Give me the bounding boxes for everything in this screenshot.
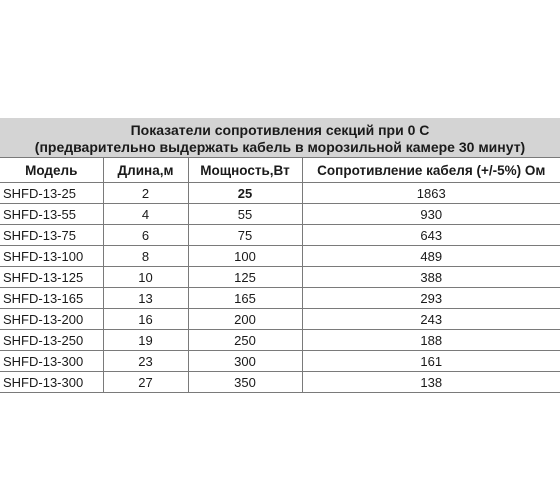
header-length: Длина,м [103,158,188,183]
table-row [0,246,560,267]
header-resistance: Сопротивление кабеля (+/-5%) Ом [302,158,560,183]
cell-power: 300 [188,351,302,372]
cell-model: SHFD-13-25 [0,183,103,204]
cell-model: SHFD-13-100 [0,246,103,267]
cell-power: 25 [188,183,302,204]
table-row [0,330,560,351]
cell-model: SHFD-13-200 [0,309,103,330]
cell-length: 23 [103,351,188,372]
cell-resistance: 1863 [302,183,560,204]
cell-power: 250 [188,330,302,351]
cell-length: 16 [103,309,188,330]
title-line-1: Показатели сопротивления секций при 0 С [130,122,430,138]
cell-length: 2 [103,183,188,204]
cell-power: 200 [188,309,302,330]
table-row [0,288,560,309]
cell-model: SHFD-13-55 [0,204,103,225]
cell-model: SHFD-13-300 [0,351,103,372]
cell-length: 4 [103,204,188,225]
cell-length: 8 [103,246,188,267]
table-header-row [0,158,560,183]
cell-model: SHFD-13-75 [0,225,103,246]
cell-resistance: 293 [302,288,560,309]
resistance-table [0,157,560,393]
table-row [0,309,560,330]
cell-power: 350 [188,372,302,393]
cell-resistance: 930 [302,204,560,225]
cell-model: SHFD-13-125 [0,267,103,288]
table-title [0,118,560,157]
cell-model: SHFD-13-165 [0,288,103,309]
cell-resistance: 161 [302,351,560,372]
table-row [0,267,560,288]
header-power: Мощность,Вт [188,158,302,183]
cell-length: 27 [103,372,188,393]
cell-resistance: 188 [302,330,560,351]
table-row [0,183,560,204]
cell-power: 165 [188,288,302,309]
cell-resistance: 138 [302,372,560,393]
cell-length: 19 [103,330,188,351]
cell-length: 13 [103,288,188,309]
cell-model: SHFD-13-250 [0,330,103,351]
cell-length: 10 [103,267,188,288]
table-row [0,225,560,246]
header-model: Модель [0,158,103,183]
table-row [0,372,560,393]
cell-resistance: 243 [302,309,560,330]
cell-model: SHFD-13-300 [0,372,103,393]
cell-power: 55 [188,204,302,225]
cell-power: 100 [188,246,302,267]
table-row [0,351,560,372]
cell-resistance: 643 [302,225,560,246]
table-row [0,204,560,225]
cell-resistance: 489 [302,246,560,267]
title-line-2: (предварительно выдержать кабель в морозильной камере 30 минут) [34,139,526,155]
cell-length: 6 [103,225,188,246]
cell-power: 75 [188,225,302,246]
cell-power: 125 [188,267,302,288]
cell-resistance: 388 [302,267,560,288]
